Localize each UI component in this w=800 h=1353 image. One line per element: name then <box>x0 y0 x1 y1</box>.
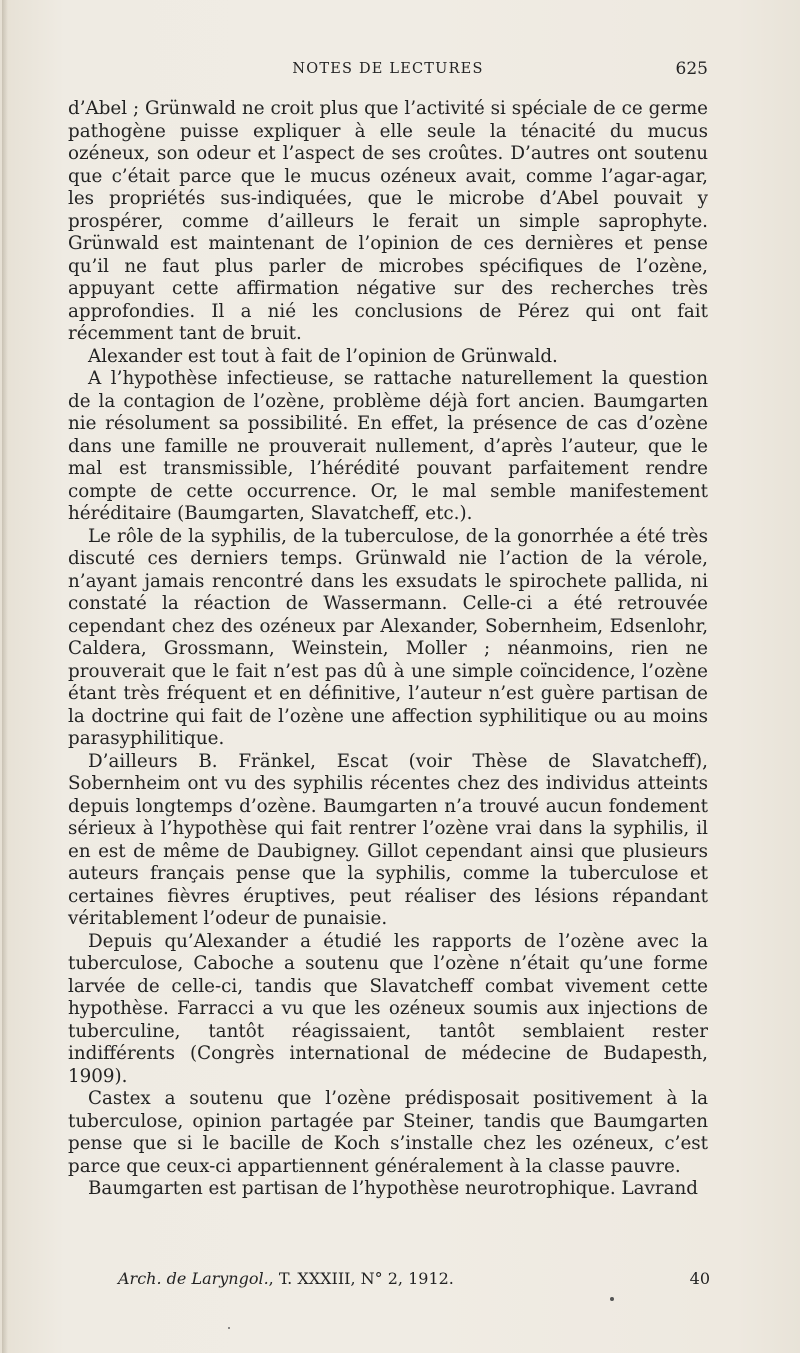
ink-speck <box>610 1297 614 1301</box>
paragraph: Alexander est tout à fait de l’opinion de Grünwald. <box>88 345 558 367</box>
paragraph: d’Abel ; Grünwald ne croit plus que l’activité si spéciale de ce germe pathogène puisse expliquer à elle seule la ténacité du mucus ozéneux, son odeur et l’aspect de ses croûtes. D’autres ont soutenu que c’était parce que le mucus ozéneux avait, comme l’agar-agar, les propriétés sus-indiquées, que le microbe d’Abel pouvait y prospérer, comme d’ailleurs le ferait un simple saprophyte. Grünwald est maintenant de l’opinion de ces dernières et pense qu’il ne faut plus parler de microbes spécifiques de l’ozène, appuyant cette affirmation négative sur des recherches très approfondies. Il a nié les conclusions de Pérez qui ont fait récemment tant de bruit. <box>68 98 708 344</box>
signature-mark: 40 <box>689 1269 710 1288</box>
journal-volume: , T. XXXIII, N° 2, 1912. <box>268 1269 454 1288</box>
paragraph: Depuis qu’Alexander a étudié les rapports de l’ozène avec la tuberculose, Caboche a soutenu que l’ozène n’était qu’une forme larvée de celle-ci, tandis que Slavatcheff combat vivement cette hypothèse. Farracci a vu que les ozéneux soumis aux injections de tuberculine, tantôt réagissaient, tantôt semblaient rester indifférents (Congrès international de médecine de Budapesth, 1909). <box>68 930 708 1087</box>
running-head <box>68 61 708 83</box>
journal-citation <box>118 1269 454 1288</box>
paragraph: A l’hypothèse infectieuse, se rattache naturellement la question de la contagion de l’ozène, problème déjà fort ancien. Baumgarten nie résolument sa possibilité. En effet, la présence de cas d’ozène dans une famille ne prouverait nullement, d’après l’auteur, que le mal est transmissible, l’hérédité pouvant parfaitement rendre compte de cette occurrence. Or, le mal semble manifestement héréditaire (Baumgarten, Slavatcheff, etc.). <box>68 368 708 524</box>
paragraph: Baumgarten est partisan de l’hypothèse neurotrophique. Lavrand <box>88 1178 698 1199</box>
page-footer <box>118 1269 710 1293</box>
running-head-title: NOTES DE LECTURES <box>292 61 484 77</box>
ink-speck <box>228 1327 230 1329</box>
paragraph: D’ailleurs B. Fränkel, Escat (voir Thèse de Slavatcheff), Sobernheim ont vu des syphilis récentes chez des individus atteints depuis longtemps d’ozène. Baumgarten n’a trouvé aucun fondement sérieux à l’hypothèse qui fait rentrer l’ozène vrai dans la syphilis, il en est de même de Daubigney. Gillot cependant ainsi que plusieurs auteurs français pense que la syphilis, comme la tuberculose et certaines fièvres éruptives, peut réaliser des lésions répandant véritablement l’odeur de punaisie. <box>68 750 708 929</box>
paragraph: Le rôle de la syphilis, de la tuberculose, de la gonorrhée a été très discuté ces derniers temps. Grünwald nie l’action de la vérole, n’ayant jamais rencontré dans les exsudats le spirochete pallida, ni constaté la réaction de Wassermann. Celle-ci a été retrouvée cependant chez des ozéneux par Alexander, Sobernheim, Edsenlohr, Caldera, Grossmann, Weinstein, Moller ; néanmoins, rien ne prouverait que le fait n’est pas dû à une simple coïncidence, l’ozène étant très fréquent et en définitive, l’auteur n’est guère partisan de la doctrine qui fait de l’ozène une affection syphilitique ou au moins parasyphilitique. <box>68 525 708 749</box>
page-binding-edge <box>2 0 8 1353</box>
paragraph: Castex a soutenu que l’ozène prédisposait positivement à la tuberculose, opinion partagée par Steiner, tandis que Baumgarten pense que si le bacille de Koch s’installe chez les ozéneux, c’est parce que ceux-ci appartiennent généralement à la classe pauvre. <box>68 1088 708 1177</box>
journal-title: Arch. de Laryngol. <box>118 1269 269 1288</box>
page-number: 625 <box>675 59 708 79</box>
body-text <box>68 98 708 1201</box>
